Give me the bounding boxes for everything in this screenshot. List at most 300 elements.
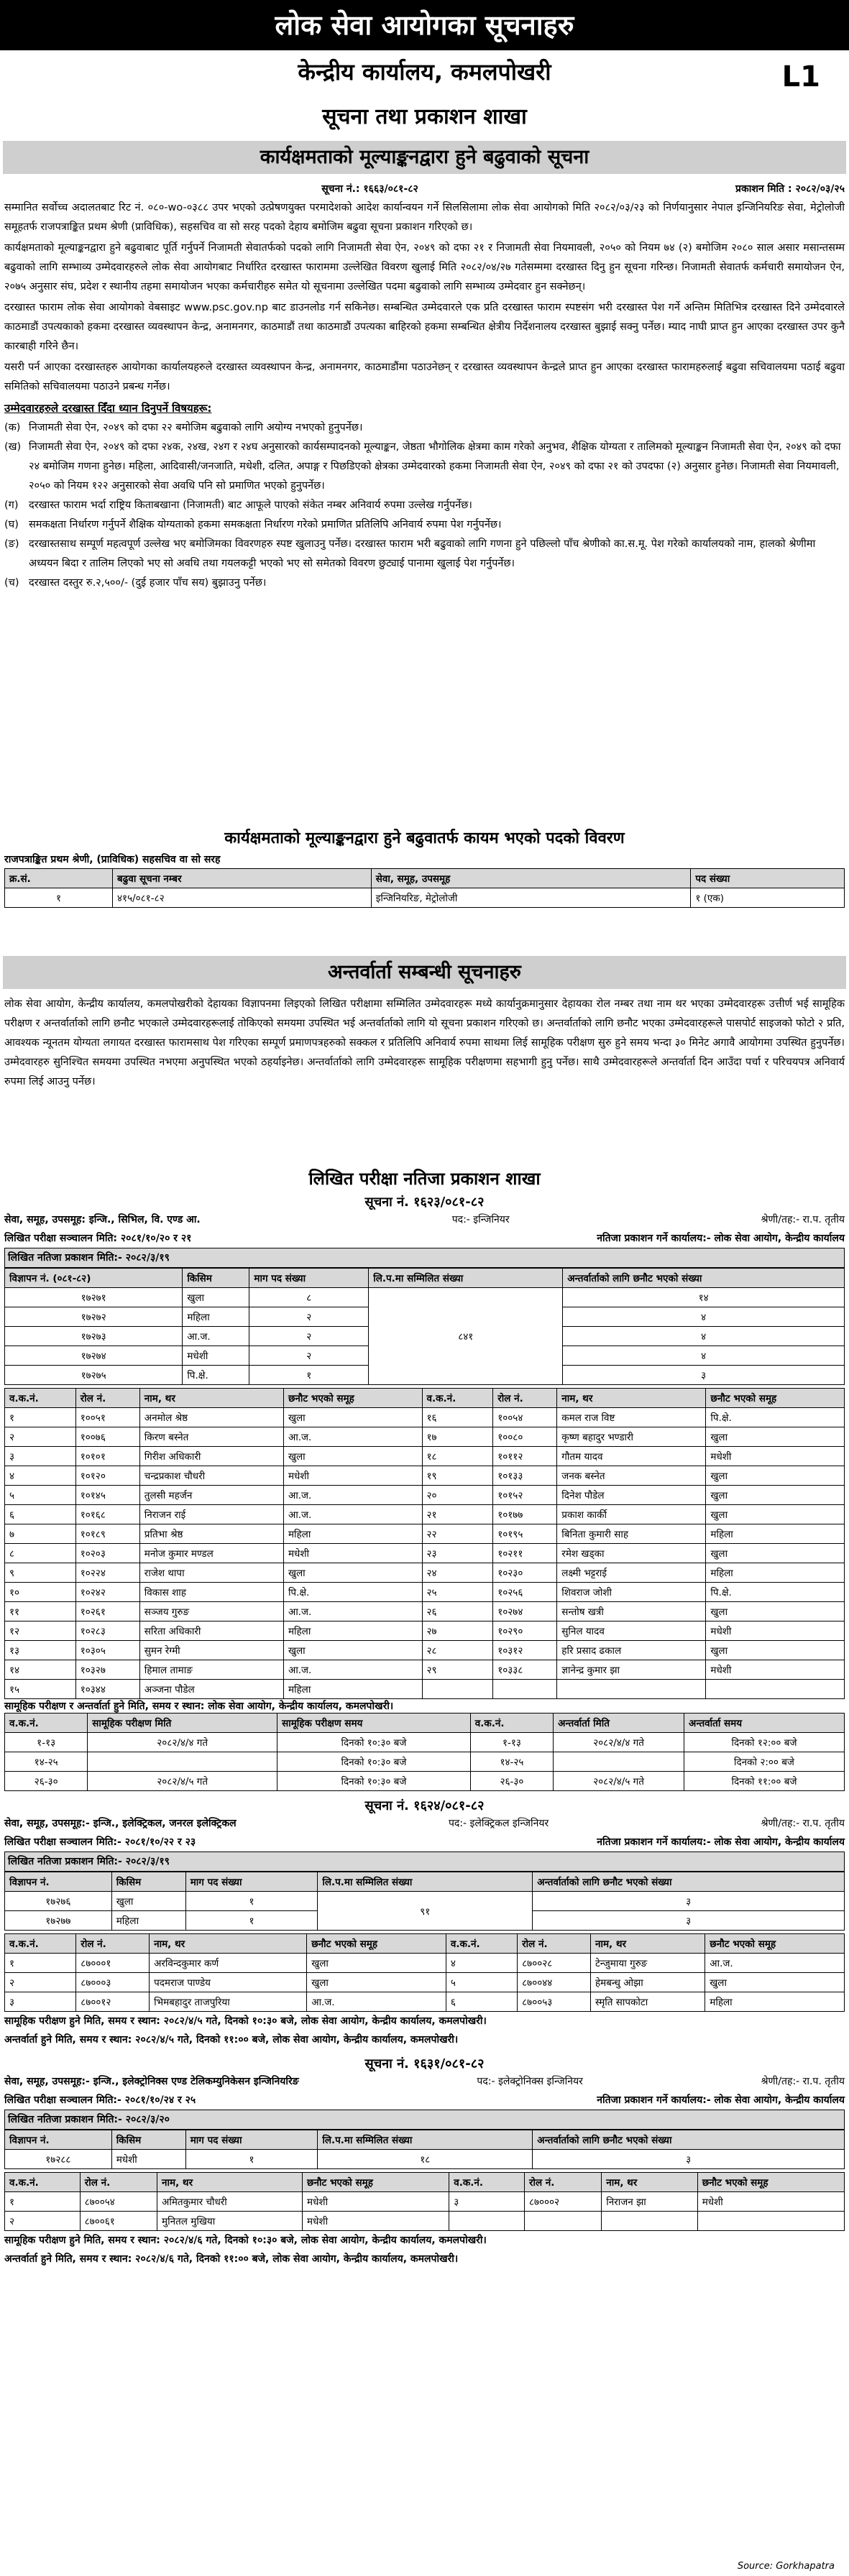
table-cell: १००५१: [75, 1408, 139, 1427]
table-cell: ८७००६१: [80, 2212, 157, 2231]
table-cell: हिमाल तामाङ: [139, 1660, 283, 1680]
table-header-cell: लि.प.मा सम्मिलित संख्या: [318, 1872, 533, 1892]
table-cell: १६: [422, 1408, 493, 1427]
table-cell: आ.ज.: [307, 1992, 446, 2012]
table-cell: २८: [422, 1641, 493, 1660]
rule-key: (ख): [4, 441, 22, 453]
table-row: [5, 1622, 845, 1641]
table-row: [5, 1954, 845, 1973]
notice-exam-date: लिखित परीक्षा सञ्चालन मिति:- २०८१/१०/२२ र २३: [4, 1836, 196, 1848]
table-header-cell: अन्तर्वार्ताको लागि छनौट भएको संख्या: [533, 2130, 845, 2150]
promo-table-title: कार्यक्षमताको मूल्याङ्कनद्वारा हुने बढुवातर्फ कायम भएको पदको विवरण: [224, 829, 625, 847]
table-cell: गिरीश अधिकारी: [139, 1447, 283, 1466]
table-cell: खुला: [111, 1892, 185, 1911]
table-cell: १०१९५: [493, 1524, 557, 1544]
table-cell: मधेशी: [283, 1544, 422, 1563]
table-cell: कृष्ण बहादुर भण्डारी: [557, 1427, 706, 1447]
table-cell: १७२७७: [5, 1911, 112, 1931]
table-cell: [524, 2212, 601, 2231]
promo-section: [4, 180, 845, 593]
table-row: [5, 1641, 845, 1660]
table-cell: खुला: [283, 1563, 422, 1583]
table-header-cell: रोल नं.: [76, 1934, 150, 1954]
table-cell: विकास शाह: [139, 1583, 283, 1602]
table-cell: पि.क्षे.: [706, 1408, 845, 1427]
table-cell: खुला: [283, 1641, 422, 1660]
notice-meta-row: [4, 1833, 845, 1852]
table-cell: राजेश थापा: [139, 1563, 283, 1583]
promo-rules-list: [4, 418, 845, 593]
table-header-cell: किसिम: [111, 2130, 185, 2150]
table-cell: दिनको १०:३० बजे: [277, 1752, 471, 1772]
notice-number: सूचना नं. १६२४/०८१-८२: [364, 1798, 485, 1813]
table-header-cell: नाम, थर: [139, 1389, 283, 1408]
table-cell: ७: [5, 1524, 76, 1544]
table-cell: ८७०००१: [76, 1954, 150, 1973]
table-cell: मधेशी: [697, 2192, 844, 2212]
table-cell: ८७००२८: [518, 1954, 591, 1973]
table-header-cell: लि.प.मा सम्मिलित संख्या: [318, 2130, 533, 2150]
table-cell: सुमन रेग्मी: [139, 1641, 283, 1660]
table-header-cell: व.क.नं.: [422, 1389, 493, 1408]
notice-meta-row: [4, 2072, 845, 2091]
table-cell: अञ्जना पौडेल: [139, 1680, 283, 1699]
table-header-cell: अन्तर्वार्ता मिति: [554, 1714, 684, 1733]
table-cell: २४: [422, 1563, 493, 1583]
table-row: [5, 1466, 845, 1486]
rule-item: [4, 418, 845, 438]
table-cell: ४: [5, 1466, 76, 1486]
table-cell: लक्ष्मी भट्टराई: [557, 1563, 706, 1583]
table-cell: दिनको २:०० बजे: [684, 1752, 845, 1772]
table-cell: २६-३०: [5, 1772, 88, 1791]
table-header-cell: पद संख्या: [691, 869, 845, 888]
table-cell: १०१४५: [75, 1486, 139, 1505]
table-cell: ४: [446, 1954, 517, 1973]
table-cell: चन्द्रप्रकाश चौधरी: [139, 1466, 283, 1486]
table-cell: सञ्जय गुरुङ: [139, 1602, 283, 1622]
table-cell: ३: [5, 1992, 76, 2012]
table-cell: शिवराज जोशी: [557, 1583, 706, 1602]
table-cell: आ.ज.: [705, 1954, 845, 1973]
table-cell: १: [249, 1366, 369, 1385]
table-cell: २६-३०: [470, 1772, 553, 1791]
table-header-cell: व.क.नं.: [5, 1714, 88, 1733]
table-cell: खुला: [706, 1544, 845, 1563]
table-row: [5, 1505, 845, 1524]
table-cell: ८७००४४: [518, 1973, 591, 1992]
notice-meta-row: [4, 1229, 845, 1248]
table-header-cell: माग पद संख्या: [185, 1872, 318, 1892]
interview-para: लोक सेवा आयोग, केन्द्रीय कार्यालय, कमलपोखरीको देहायका विज्ञापनमा लिइएको लिखित परीक्षामा सम्मिलित उम्मेदवारहरू मध्ये कार्यानुक्रमानुसार देहायका रोल नम्बर तथा नाम थर भएका उम्मेदवारहरू उत्तीर्ण भई सामूहिक परीक्षण र अन्तर्वार्ताको लागि छनौट भएकाले उम्मेदवारहरूलाई तोकिएको समयमा उपस्थित भई अन्तर्वार्ताको लागि यो सूचना प्रकाशन गरिएको छ। अन्तर्वार्ताको लागि छनौट भएका उम्मेदवारहरूले पासपोर्ट साइजको फोटो २ प्रति, आवश्यक न्यूनतम योग्यता लगायत दरखास्त फारामसाथ पेश गरिएका सम्पूर्ण प्रमाणपत्रहरुको सक्कल र प्रतिलिपि अनिवार्य रुपमा साथमा लिई सामूहिक परीक्षण सुरु हुने समय भन्दा ३० मिनेट अगावै आयोगमा उपस्थित हुनुपर्नेछ। उम्मेदवारहरु सुनिश्चित समयमा उपस्थित नभएमा अनुपस्थित भएको ठहर्याइनेछ। अन्तर्वार्ताको लागि उम्मेदवारहरू सामूहिक परीक्षणमा सहभागी हुनु पर्नेछ। साथै उम्मेदवारहरूले अन्तर्वार्ता दिन आउँदा पर्चा र परिचयपत्र अनिवार्य रुपमा लिई आउनु पर्नेछ।: [4, 998, 845, 1087]
table-cell: ४: [563, 1307, 845, 1327]
result-notice: [4, 2055, 845, 2268]
rule-text: निजामती सेवा ऐन, २०४९ को दफा २२ बमोजिम बढुवाको लागि अयोग्य नभएको हुनुपर्नेछ।: [29, 422, 363, 433]
table-header-cell: छनौट भएको समूह: [307, 1934, 446, 1954]
table-header-cell: अन्तर्वार्ताको लागि छनौट भएको संख्या: [563, 1269, 845, 1288]
notice-level: श्रेणी/तह:- रा.प. तृतीय: [761, 1214, 845, 1225]
table-row: [5, 888, 845, 908]
table-row: [5, 1602, 845, 1622]
notice-result-date: लिखित नतिजा प्रकाशन मिति:- २०८२/३/२०: [4, 2110, 845, 2130]
table-row: [5, 1563, 845, 1583]
table-cell: ४१५/०८१-८२: [113, 888, 372, 908]
table-header-cell: क्र.सं.: [5, 869, 113, 888]
table-cell: महिला: [183, 1307, 249, 1327]
table-row: [5, 1772, 845, 1791]
table-cell: २०८२/४/५ गते: [88, 1772, 277, 1791]
result-notice: [4, 1193, 845, 1791]
table-header-cell: छनौट भएको समूह: [706, 1389, 845, 1408]
table-cell: ८७००५४: [80, 2192, 157, 2212]
table-cell: ५: [446, 1973, 517, 1992]
table-cell: १०११२: [493, 1447, 557, 1466]
table-cell: १०२११: [493, 1544, 557, 1563]
table-cell: पि.क्षे.: [283, 1583, 422, 1602]
table-cell: खुला: [706, 1427, 845, 1447]
table-row: [5, 1524, 845, 1544]
result-notice: [4, 1797, 845, 2049]
table-cell: [88, 1752, 277, 1772]
table-cell: ३: [533, 2150, 845, 2169]
table-cell: गौतम यादव: [557, 1447, 706, 1466]
table-row: [5, 1973, 845, 1992]
table-header-row: [5, 1389, 845, 1408]
table-cell: महिला: [705, 1992, 845, 2012]
table-header-row: [5, 1872, 845, 1892]
table-header-cell: रोल नं.: [493, 1389, 557, 1408]
table-cell: १०: [5, 1583, 76, 1602]
table-row: [5, 1544, 845, 1563]
table-cell: २७: [422, 1622, 493, 1641]
table-cell: १: [5, 1954, 76, 1973]
table-cell: २६: [422, 1602, 493, 1622]
interview-section: [4, 995, 845, 1093]
table-cell: आ.ज.: [183, 1327, 249, 1346]
table-cell: १७: [422, 1427, 493, 1447]
table-cell: [602, 2212, 697, 2231]
table-cell: १०३२७: [75, 1660, 139, 1680]
table-cell: हेमबन्धु ओझा: [590, 1973, 705, 1992]
table-cell: तुलसी महर्जन: [139, 1486, 283, 1505]
branch-title: सूचना तथा प्रकाशन शाखा: [322, 104, 527, 129]
promo-table: [4, 868, 845, 908]
table-cell: १७२७४: [5, 1346, 183, 1366]
table-header-cell: छनौट भएको समूह: [283, 1389, 422, 1408]
notice-post: पद:- इन्जिनियर: [451, 1214, 510, 1225]
table-cell: १०२६१: [75, 1602, 139, 1622]
table-cell: आ.ज.: [283, 1660, 422, 1680]
notice-level: श्रेणी/तह:- रा.प. तृतीय: [761, 1818, 845, 1829]
table-cell: रमेश खड्का: [557, 1544, 706, 1563]
table-row: [5, 1733, 845, 1752]
promo-para-2: कार्यक्षमताको मूल्याङ्कनद्वारा हुने बढुवाबाट पूर्ति गर्नुपर्ने निजामती सेवातर्फको पदको लागि निजामती सेवा ऐन, २०४९ को दफा २१ र निजामती सेवा नियमावली, २०५० को नियम ७४ (२) बमोजिम २०८० साल असार मसान्तसम्म बढुवाको लागि सम्भाव्य उम्मेदवारहरुले लोक सेवा आयोगबाट निर्धारित दरखास्त फाराममा उल्लेखित विवरण खुलाई मिति २०८२/०४/२७ गतेसम्ममा दरखास्त दिनु हुन सूचना गरिन्छ। निजामती सेवातर्फ कर्मचारी समायोजन ऐन, २०७५ अनुसार संघ, प्रदेश र स्थानीय तहमा समायोजन भएका कर्मचारीहरु समेत यो सूचनामा उल्लेखित पदमा बढुवाको लागि सम्भाव्य उम्मेदवार हुन सक्नेछन्।: [4, 242, 845, 293]
rule-item: [4, 438, 845, 496]
table-cell: ३: [533, 1911, 845, 1931]
table-cell: ११: [5, 1602, 76, 1622]
table-cell: इन्जिनियरिङ, मेट्रोलोजी: [371, 888, 691, 908]
appeared-count: १८: [318, 2150, 533, 2169]
table-cell: १०२८३: [75, 1622, 139, 1641]
written-title: लिखित परीक्षा नतिजा प्रकाशन शाखा: [308, 1169, 541, 1189]
notice-list: [4, 1193, 845, 2268]
table-cell: मधेशी: [303, 2192, 449, 2212]
table-cell: सन्तोष खत्री: [557, 1602, 706, 1622]
rule-text: निजामती सेवा ऐन, २०४९ को दफा २४क, २४ख, २४ग र २४घ अनुसारको कार्यसम्पादनको मूल्याङ्कन, जेष्ठता भौगोलिक क्षेत्रमा काम गरेको अनुभव, शैक्षिक योग्यता र तालिमको मूल्याङ्कन निजामती सेवा ऐन, २०४९ को दफा २४ बमोजिम गणना हुनेछ। महिला, आदिवासी/जनजाति, मधेशी, दलित, अपाङ्ग र पिछडिएको क्षेत्रका उम्मेदवारको हकमा निजामती सेवा ऐन, २०४९ को दफा २१ को उपदफा (२) अनुसार हुनेछ। निजामती सेवा नियमावली, २०५० को नियम १२२ अनुसारको सेवा अवधि पनि सो प्रमाणित भएको हुनुपर्नेछ।: [29, 441, 841, 492]
rule-text: समकक्षता निर्धारण गर्नुपर्ने शैक्षिक योग्यताको हकमा समकक्षता निर्धारण गरेको प्रमाणित प्रतिलिपि अनिवार्य रुपमा पेश गर्नुपर्नेछ।: [29, 519, 502, 530]
notice-service: सेवा, समूह, उपसमूह:- इन्जि., इलेक्ट्रोनिक्स एण्ड टेलिकम्युनिकेसन इन्जिनियरिङ: [4, 2076, 299, 2087]
table-cell: १४-२५: [470, 1752, 553, 1772]
table-cell: पि.क्षे.: [706, 1583, 845, 1602]
table-cell: १०१३३: [493, 1466, 557, 1486]
notice-exam-date: लिखित परीक्षा सञ्चालन मिति:- २०८१/१०/२४ र २५: [4, 2094, 196, 2106]
table-cell: १७२७६: [5, 1892, 112, 1911]
table-cell: १-१३: [5, 1733, 88, 1752]
table-cell: आ.ज.: [283, 1505, 422, 1524]
table-header-row: [5, 2173, 845, 2192]
table-header-cell: अन्तर्वार्ताको लागि छनौट भएको संख्या: [533, 1872, 845, 1892]
table-cell: २: [249, 1307, 369, 1327]
table-cell: [706, 1680, 845, 1699]
table-cell: १०२४२: [75, 1583, 139, 1602]
notice-result-date: लिखित नतिजा प्रकाशन मिति:- २०८२/३/१९: [4, 1248, 845, 1268]
table-cell: पदमराज पाण्डेय: [150, 1973, 307, 1992]
table-header-cell: नाम, थर: [590, 1934, 705, 1954]
rule-item: [4, 496, 845, 515]
promo-table-section: [4, 827, 845, 908]
rule-text: दरखास्त फाराम भर्दा राष्ट्रिय किताबखाना (निजामती) बाट आफूले पाएको संकेत नम्बर अनिवार्य रुपमा उल्लेख गर्नुपर्नेछ।: [29, 500, 472, 511]
table-row: [5, 1892, 845, 1911]
table-cell: १०१७७: [493, 1505, 557, 1524]
table-cell: ३: [533, 1892, 845, 1911]
table-cell: स्मृति सापकोटा: [590, 1992, 705, 2012]
table-header-row: [5, 1714, 845, 1733]
table-cell: १५: [5, 1680, 76, 1699]
table-cell: [493, 1680, 557, 1699]
table-header-cell: नाम, थर: [602, 2173, 697, 2192]
table-cell: मुनितल मुखिया: [157, 2212, 303, 2231]
table-header-row: [5, 1269, 845, 1288]
table-cell: दिनको १२:०० बजे: [684, 1733, 845, 1752]
table-header-cell: विज्ञापन नं. (०८१-८२): [5, 1269, 183, 1288]
table-cell: १०१५२: [493, 1486, 557, 1505]
table-cell: अनमोल श्रेष्ठ: [139, 1408, 283, 1427]
table-header-cell: छनौट भएको समूह: [697, 2173, 844, 2192]
table-cell: खुला: [183, 1288, 249, 1307]
promo-rules-heading: उम्मेदवारहरुले दरखास्त दिँदा ध्यान दिनुपर्ने विषयहरू:: [4, 402, 212, 415]
table-cell: आ.ज.: [283, 1602, 422, 1622]
table-cell: २१: [422, 1505, 493, 1524]
table-cell: १०३१२: [493, 1641, 557, 1660]
table-cell: १: [185, 2150, 318, 2169]
table-cell: ८७००५३: [518, 1992, 591, 2012]
table-cell: १४: [5, 1660, 76, 1680]
table-cell: १०२५६: [493, 1583, 557, 1602]
table-row: [5, 1680, 845, 1699]
table-cell: निराजन झा: [602, 2192, 697, 2212]
table-cell: ८७०००३: [76, 1973, 150, 1992]
table-header-cell: छनौट भएको समूह: [705, 1934, 845, 1954]
table-cell: २: [249, 1327, 369, 1346]
table-cell: जनक बस्नेत: [557, 1466, 706, 1486]
table-cell: [697, 2212, 844, 2231]
promo-notice-no: सूचना नं.: १६६३/०८१-८२: [321, 183, 418, 195]
table-cell: खुला: [307, 1954, 446, 1973]
notice-office: नतिजा प्रकाशन गर्ने कार्यालय:- लोक सेवा आयोग, केन्द्रीय कार्यालय: [597, 2094, 845, 2106]
table-cell: १ (एक): [691, 888, 845, 908]
table-cell: ९: [5, 1563, 76, 1583]
table-cell: ८: [5, 1544, 76, 1563]
candidate-table: [4, 1388, 845, 1699]
notice-meta-row: [4, 1210, 845, 1229]
table-cell: ४: [563, 1346, 845, 1366]
table-cell: खुला: [705, 1973, 845, 1992]
schedule-line: अन्तर्वार्ता हुने मिति, समय र स्थान: २०८२/४/५ गते, दिनको ११:०० बजे, लोक सेवा आयोग, केन्द्रीय कार्यालय, कमलपोखरी।: [4, 2034, 459, 2046]
adv-table: [4, 1872, 845, 1931]
table-cell: १०३३८: [493, 1660, 557, 1680]
table-cell: १९: [422, 1466, 493, 1486]
table-cell: कमल राज विष्ट: [557, 1408, 706, 1427]
table-header-cell: सामूहिक परीक्षण मिति: [88, 1714, 277, 1733]
table-cell: ६: [446, 1992, 517, 2012]
notice-office: नतिजा प्रकाशन गर्ने कार्यालय:- लोक सेवा आयोग, केन्द्रीय कार्यालय: [597, 1233, 845, 1244]
table-cell: १-१३: [470, 1733, 553, 1752]
rule-item: [4, 574, 845, 593]
table-cell: खुला: [307, 1973, 446, 1992]
table-cell: पि.क्षे.: [183, 1366, 249, 1385]
schedule-line: अन्तर्वार्ता हुने मिति, समय र स्थान: २०८२/४/६ गते, दिनको ११:०० बजे, लोक सेवा आयोग, केन्द्रीय कार्यालय, कमलपोखरी।: [4, 2253, 459, 2265]
rule-key: (घ): [4, 519, 19, 530]
table-cell: १४-२५: [5, 1752, 88, 1772]
promo-para-3: दरखास्त फाराम लोक सेवा आयोगको वेबसाइट www.psc.gov.np बाट डाउनलोड गर्न सकिनेछ। सम्बन्धित उम्मेदवारले एक प्रति दरखास्त फाराम स्पष्टसंग भरी दरखास्त पेश गर्ने अन्तिम मितिभित्र दरखास्त दिने उम्मेदवारले काठमाडौं उपत्यकाको हकमा दरखास्त व्यवस्थापन केन्द्र, अनामनगर, काठमाडौं तथा काठमाडौं उपत्यका बाहिरको हकमा सम्बन्धित क्षेत्रीय निर्देशनालय दरखास्त बुझाई सक्नु पर्नेछ। म्याद नाघी प्राप्त हुन आएका दरखास्त उपर कुनै कारबाही गरिने छैन।: [4, 302, 845, 352]
table-cell: २२: [422, 1524, 493, 1544]
table-cell: २: [249, 1346, 369, 1366]
table-cell: प्रकाश कार्की: [557, 1505, 706, 1524]
table-header-cell: बढुवा सूचना नम्बर: [113, 869, 372, 888]
table-header-cell: नाम, थर: [150, 1934, 307, 1954]
table-cell: २: [5, 1427, 76, 1447]
table-cell: १: [185, 1892, 318, 1911]
table-header-cell: व.क.नं.: [446, 1934, 517, 1954]
table-row: [5, 1486, 845, 1505]
table-cell: २०८२/४/५ गते: [554, 1772, 684, 1791]
table-cell: ८७००१२: [76, 1992, 150, 2012]
rule-item: [4, 515, 845, 535]
table-cell: १३: [5, 1641, 76, 1660]
table-row: [5, 2212, 845, 2231]
table-cell: महिला: [283, 1680, 422, 1699]
rule-text: दरखास्तसाथ सम्पूर्ण महत्वपूर्ण उल्लेख भए बमोजिमका विवरणहरु स्पष्ट खुलाउनु पर्नेछ। दरखास्त फाराम भरी बढुवाको लागि गणना हुने पछिल्लो पाँच श्रेणीको का.स.मू. पेश गरेको कार्यालयको नाम, हालको श्रेणीमा अध्ययन बिदा र तालिम लिएको भए सो अवधि तथा गयलकट्टी भएको भए सो समेतको विवरण छुट्याई पानामा खुलाई पेश गर्नुपर्नेछ।: [29, 538, 816, 569]
table-header-cell: रोल नं.: [518, 1934, 591, 1954]
table-cell: २: [5, 2212, 81, 2231]
table-cell: मधेशी: [303, 2212, 449, 2231]
table-cell: आ.ज.: [283, 1486, 422, 1505]
table-cell: ४: [563, 1327, 845, 1346]
table-cell: २५: [422, 1583, 493, 1602]
schedule-line: सामूहिक परीक्षण हुने मिति, समय र स्थान: २०८२/४/६ गते, दिनको १०:३० बजे, लोक सेवा आयोग, केन्द्रीय कार्यालय, कमलपोखरी।: [4, 2235, 487, 2246]
table-header-cell: किसिम: [111, 1872, 185, 1892]
table-row: [5, 1288, 845, 1307]
table-header-cell: सेवा, समूह, उपसमूह: [371, 869, 691, 888]
notice-service: सेवा, समूह, उपसमूह:- इन्जि., इलेक्ट्रिकल, जनरल इलेक्ट्रिकल: [4, 1818, 237, 1829]
table-cell: ज्ञानेन्द्र कुमार झा: [557, 1660, 706, 1680]
table-header-cell: व.क.नं.: [5, 2173, 81, 2192]
appeared-count: ८४१: [369, 1288, 563, 1385]
table-header-cell: अन्तर्वार्ता समय: [684, 1714, 845, 1733]
table-cell: सरिता अधिकारी: [139, 1622, 283, 1641]
table-cell: १०१८९: [75, 1524, 139, 1544]
table-cell: दिनेश पौडेल: [557, 1486, 706, 1505]
table-cell: मधेशी: [706, 1660, 845, 1680]
table-row: [5, 2150, 845, 2169]
table-cell: ६: [5, 1505, 76, 1524]
table-cell: २३: [422, 1544, 493, 1563]
rule-text: दरखास्त दस्तुर रु.२,५००/- (दुई हजार पाँच सय) बुझाउनु पर्नेछ।: [29, 577, 267, 589]
table-cell: निराजन राई: [139, 1505, 283, 1524]
table-cell: १०२९०: [493, 1622, 557, 1641]
table-cell: मधेशी: [111, 2150, 185, 2169]
table-cell: मधेशी: [706, 1622, 845, 1641]
table-cell: २०८२/४/४ गते: [554, 1733, 684, 1752]
table-cell: मधेशी: [183, 1346, 249, 1366]
table-cell: १७२७२: [5, 1307, 183, 1327]
table-cell: [449, 2212, 525, 2231]
table-cell: १: [5, 2192, 81, 2212]
table-header-cell: व.क.नं.: [449, 2173, 525, 2192]
rule-key: (च): [4, 577, 19, 589]
table-header-cell: विज्ञापन नं.: [5, 1872, 112, 1892]
page-banner: लोक सेवा आयोगका सूचनाहरु: [0, 0, 849, 50]
table-cell: दिनको १०:३० बजे: [277, 1733, 471, 1752]
table-header-cell: व.क.नं.: [470, 1714, 553, 1733]
table-cell: ३: [563, 1366, 845, 1385]
table-cell: ३: [5, 1447, 76, 1466]
appeared-count: ९१: [318, 1892, 533, 1931]
table-cell: ८७०००२: [524, 2192, 601, 2212]
table-row: [5, 1427, 845, 1447]
table-cell: १: [5, 1408, 76, 1427]
table-cell: १०१६८: [75, 1505, 139, 1524]
table-row: [5, 1992, 845, 2012]
table-row: [5, 1752, 845, 1772]
table-cell: महिला: [283, 1622, 422, 1641]
table-header-cell: विज्ञापन नं.: [5, 2130, 112, 2150]
table-cell: १०३४४: [75, 1680, 139, 1699]
table-cell: भिमबहादुर ताजपुरिया: [150, 1992, 307, 2012]
table-cell: १००५४: [493, 1408, 557, 1427]
candidate-table: [4, 1933, 845, 2012]
table-header-cell: रोल नं.: [524, 2173, 601, 2192]
table-cell: महिला: [706, 1524, 845, 1544]
table-cell: १७२७३: [5, 1327, 183, 1346]
table-cell: खुला: [706, 1602, 845, 1622]
interview-title-bar: अन्तर्वार्ता सम्बन्धी सूचनाहरु: [3, 956, 846, 989]
table-cell: हरि प्रसाद ढकाल: [557, 1641, 706, 1660]
promo-table-sub: राजपत्राङ्कित प्रथम श्रेणी, (प्राविधिक) सहसचिव वा सो सरह: [4, 854, 221, 865]
table-header-cell: किसिम: [183, 1269, 249, 1288]
table-cell: ३: [449, 2192, 525, 2212]
table-cell: आ.ज.: [283, 1427, 422, 1447]
notice-meta-row: [4, 1814, 845, 1833]
office-title: केन्द्रीय कार्यालय, कमलपोखरी: [298, 58, 551, 86]
table-header-cell: नाम, थर: [557, 1389, 706, 1408]
table-cell: २०: [422, 1486, 493, 1505]
notice-post: पद:- इलेक्ट्रोनिक्स इन्जिनियर: [477, 2076, 583, 2087]
table-cell: दिनको ११:०० बजे: [684, 1772, 845, 1791]
table-cell: ८: [249, 1288, 369, 1307]
table-cell: [422, 1680, 493, 1699]
table-header-cell: रोल नं.: [75, 1389, 139, 1408]
